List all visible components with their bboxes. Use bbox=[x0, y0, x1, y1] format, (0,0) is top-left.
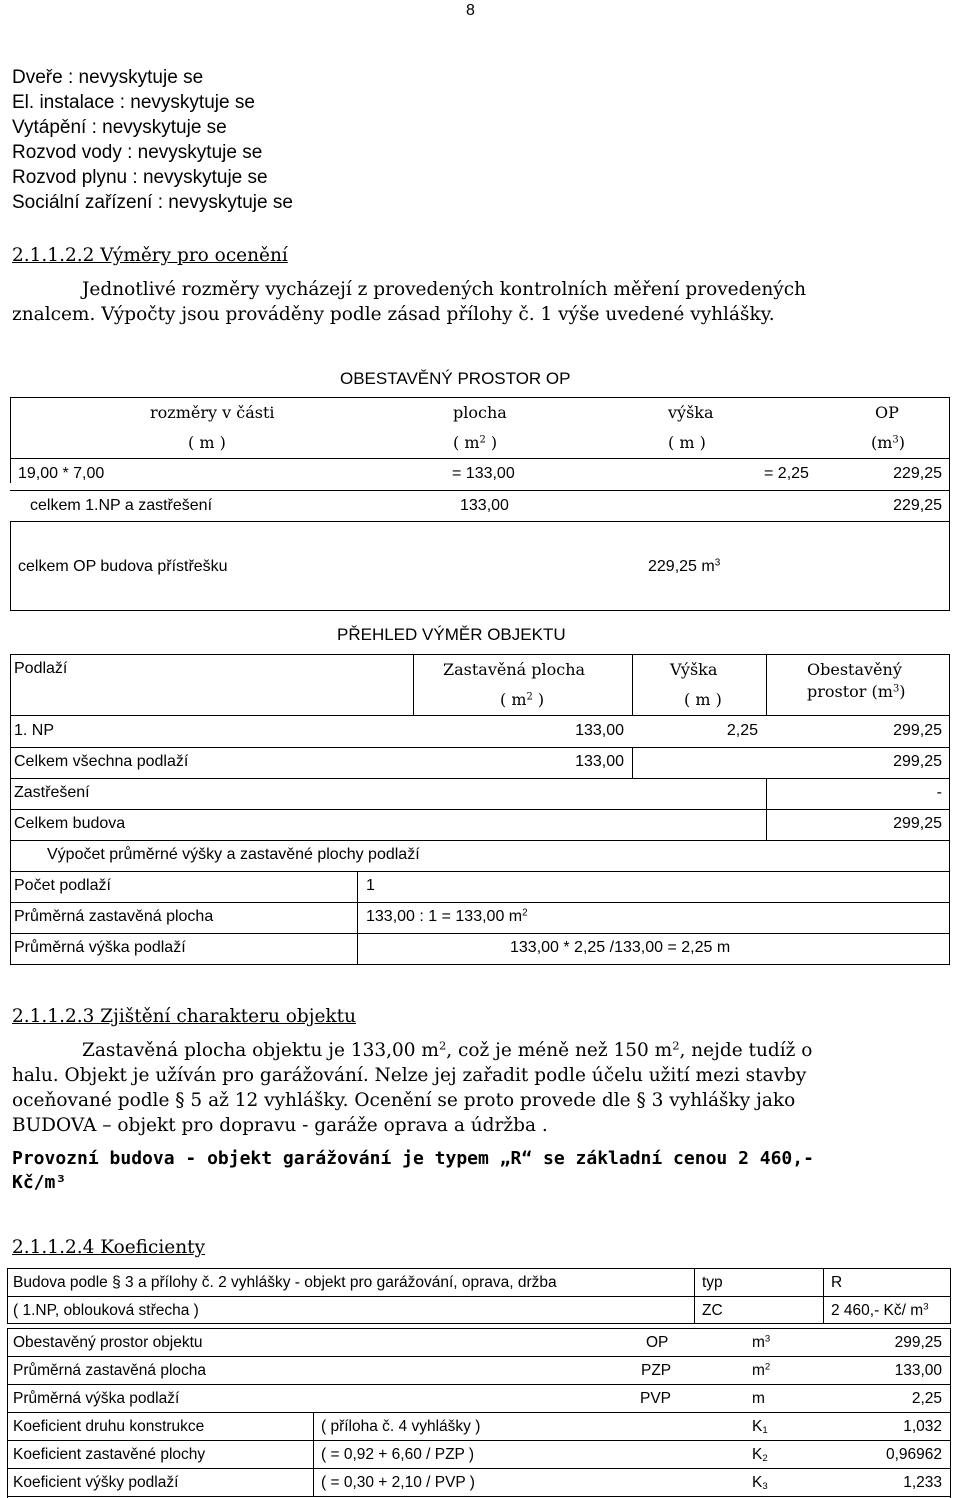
coef-unit: $K_1$ bbox=[752, 1418, 768, 1436]
unit-m3: $(m^3)$ bbox=[871, 433, 905, 452]
row-height: = 2,25 bbox=[764, 465, 809, 482]
col-header-obestaveny: Obestavěný bbox=[807, 660, 902, 679]
coef-unit: $m^3$ bbox=[752, 1333, 771, 1351]
coef-value: 133,00 bbox=[894, 1362, 942, 1379]
unit-m: ( m ) bbox=[188, 433, 226, 452]
coef-formula: ( příloha č. 4 vyhlášky ) bbox=[321, 1418, 481, 1435]
status-line: Rozvod vody : nevyskytuje se bbox=[12, 142, 263, 163]
col-header-prostor: prostor $(m^3)$ bbox=[807, 682, 906, 701]
paragraph-line: znalcem. Výpočty jsou prováděny podle zásad přílohy č. 1 výše uvedené vyhlášky. bbox=[12, 304, 775, 325]
coef-label: Koeficient druhu konstrukce bbox=[13, 1418, 205, 1435]
op-grand-total-value: 229,25 $m^3$ bbox=[648, 557, 721, 575]
coef-unit: $m^2$ bbox=[752, 1361, 771, 1379]
col-header-plocha: plocha bbox=[453, 403, 507, 422]
row-total-area: 133,00 bbox=[460, 497, 509, 514]
coef-label: Koeficient výšky podlaží bbox=[13, 1474, 179, 1491]
unit-m-height: ( m ) bbox=[668, 433, 706, 452]
section-heading-vymery: 2.1.1.2.2 Výměry pro ocenění bbox=[12, 245, 288, 266]
building-total-label: Celkem budova bbox=[14, 815, 126, 832]
col-header-vyska: výška bbox=[668, 403, 714, 422]
prehled-title: PŘEHLED VÝMĚR OBJEKTU bbox=[337, 625, 566, 644]
col-header-vyska: Výška bbox=[670, 660, 718, 679]
paragraph-line: oceňované podle § 5 až 12 vyhlášky. Ocenění se proto provede dle § 3 vyhlášky jako bbox=[12, 1090, 796, 1111]
section-heading-koeficienty: 2.1.1.2.4 Koeficienty bbox=[12, 1237, 206, 1258]
coef-formula: ( = 0,92 + 6,60 / PZP ) bbox=[321, 1446, 475, 1463]
page-number: 8 bbox=[466, 2, 475, 19]
building-type-unit: Kč/m³ bbox=[12, 1172, 67, 1193]
paragraph-line: Zastavěná plocha objektu je 133,00 $m^2$, což je méně než 150 $m^2$, nejde tudíž o bbox=[82, 1038, 813, 1061]
row-op: 229,25 bbox=[893, 465, 942, 482]
avg-area-label: Průměrná zastavěná plocha bbox=[14, 908, 214, 925]
roof-value: - bbox=[936, 784, 942, 801]
col-unit-m: ( m ) bbox=[684, 690, 722, 709]
row-area: = 133,00 bbox=[452, 465, 515, 482]
roof-label: Zastřešení bbox=[14, 784, 90, 801]
floor-count-value: 1 bbox=[366, 877, 375, 894]
status-line: Rozvod plynu : nevyskytuje se bbox=[12, 167, 268, 188]
avg-height-value: 133,00 * 2,25 /133,00 = 2,25 m bbox=[510, 939, 731, 956]
coef-label: Obestavěný prostor objektu bbox=[13, 1334, 203, 1351]
type-desc: Budova podle § 3 a přílohy č. 2 vyhlášky - objekt pro garážování, oprava, držba bbox=[13, 1274, 557, 1291]
coef-label: Koeficient zastavěné plochy bbox=[13, 1446, 206, 1463]
building-total-value: 299,25 bbox=[893, 815, 942, 832]
status-line: Vytápění : nevyskytuje se bbox=[12, 117, 227, 138]
type-desc-2: ( 1.NP, oblouková střecha ) bbox=[13, 1302, 199, 1319]
col-header-podlazi: Podlaží bbox=[14, 660, 68, 677]
coef-unit: $K_3$ bbox=[752, 1474, 768, 1492]
coef-value: 2,25 bbox=[911, 1390, 942, 1407]
status-line: Sociální zařízení : nevyskytuje se bbox=[12, 192, 293, 213]
section-heading-charakter: 2.1.1.2.3 Zjištění charakteru objektu bbox=[12, 1006, 356, 1027]
unit-m2: ( $m^2$ ) bbox=[453, 433, 498, 452]
row-dims: 19,00 * 7,00 bbox=[18, 465, 105, 482]
row-total-op: 229,25 bbox=[893, 497, 942, 514]
coef-label: Průměrná zastavěná plocha bbox=[13, 1362, 207, 1379]
all-floors-area: 133,00 bbox=[575, 753, 624, 770]
avg-height-label: Průměrná výška podlaží bbox=[14, 939, 186, 956]
op-table-title: OBESTAVĚNÝ PROSTOR OP bbox=[340, 369, 571, 388]
coef-value: 0,96962 bbox=[885, 1446, 942, 1463]
status-line: Dveře : nevyskytuje se bbox=[12, 67, 204, 88]
floor-count-label: Počet podlaží bbox=[14, 877, 111, 894]
status-line: El. instalace : nevyskytuje se bbox=[12, 92, 255, 113]
coef-code: OP bbox=[646, 1334, 669, 1351]
all-floors-label: Celkem všechna podlaží bbox=[14, 753, 189, 770]
coef-code: PVP bbox=[640, 1390, 672, 1407]
paragraph-line: Jednotlivé rozměry vycházejí z provedených kontrolních měření provedených bbox=[82, 279, 807, 300]
col-header-zastavena: Zastavěná plocha bbox=[443, 660, 586, 679]
building-type-statement: Provozní budova - objekt garážování je typem „R“ se základní cenou 2 460,- bbox=[12, 1148, 814, 1169]
zc-value: 2 460,- Kč/ $m^3$ bbox=[831, 1301, 929, 1319]
paragraph-line: halu. Objekt je užíván pro garážování. Nelze jej zařadit podle účelu užití mezi stavby bbox=[12, 1065, 807, 1086]
calc-title: Výpočet průměrné výšky a zastavěné plochy podlaží bbox=[47, 846, 420, 863]
coef-formula: ( = 0,30 + 2,10 / PVP ) bbox=[321, 1474, 475, 1491]
avg-area-value: 133,00 : 1 = 133,00 $m^2$ bbox=[366, 907, 528, 925]
np-op: 299,25 bbox=[893, 722, 942, 739]
np-height: 2,25 bbox=[726, 722, 758, 739]
np-area: 133,00 bbox=[575, 722, 624, 739]
coef-value: 1,032 bbox=[903, 1418, 942, 1435]
row-total-label: celkem 1.NP a zastřešení bbox=[30, 497, 213, 514]
col-header-rozmery: rozměry v části bbox=[150, 403, 275, 422]
coef-value: 299,25 bbox=[894, 1334, 942, 1351]
paragraph-line: BUDOVA – objekt pro dopravu - garáže oprava a údržba . bbox=[12, 1115, 548, 1136]
coef-unit: m bbox=[752, 1390, 765, 1407]
zc-label: ZC bbox=[702, 1302, 723, 1319]
coef-code: PZP bbox=[641, 1362, 672, 1379]
coef-unit: $K_2$ bbox=[752, 1446, 768, 1464]
coef-label: Průměrná výška podlaží bbox=[13, 1390, 180, 1407]
coef-value: 1,233 bbox=[903, 1474, 942, 1491]
col-unit-m2: ( $m^2$ ) bbox=[500, 690, 545, 709]
col-header-op: OP bbox=[875, 403, 899, 422]
all-floors-op: 299,25 bbox=[893, 753, 942, 770]
op-grand-total-label: celkem OP budova přístřešku bbox=[18, 558, 228, 575]
type-label: typ bbox=[702, 1274, 723, 1291]
type-value: R bbox=[831, 1274, 843, 1291]
np-label: 1. NP bbox=[14, 722, 55, 739]
